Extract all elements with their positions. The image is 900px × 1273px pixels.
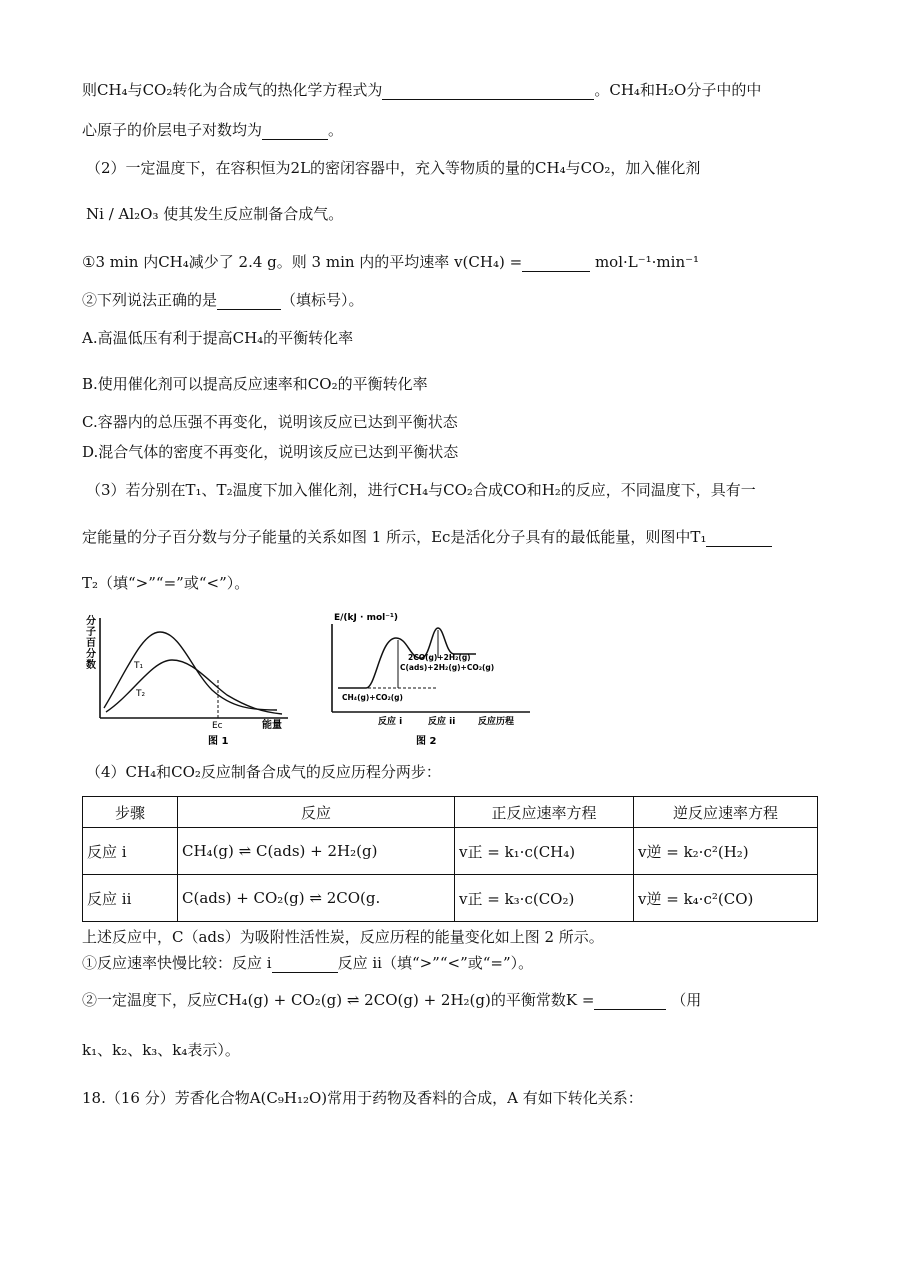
table-cell: 反应 ii — [83, 875, 178, 922]
table-cell: 反应 i — [83, 828, 178, 875]
fig2-reactants-label: CH₄(g)+CO₂(g) — [342, 693, 403, 702]
option-c: C.容器内的总压强不再变化，说明该反应已达到平衡状态 — [82, 413, 458, 431]
q2-part2-end: （填标号）。 — [281, 291, 364, 309]
table-header: 逆反应速率方程 — [634, 797, 818, 828]
q2-part1 — [82, 252, 699, 272]
q3-line3: T₂（填“>”“=”或“<”）。 — [82, 574, 250, 592]
table-row — [83, 828, 818, 875]
fig2-intermediate-label: C(ads)+2H₂(g)+CO₂(g) — [400, 663, 495, 672]
table-cell: v逆 = k₄·c²(CO) — [634, 875, 818, 922]
fig1-ylabel-3: 百 — [86, 638, 96, 649]
fig2-products-label: 2CO(g)+2H₂(g) — [408, 653, 471, 662]
q2-part1-unit: mol·L⁻¹·min⁻¹ — [594, 253, 700, 271]
table-row — [83, 875, 818, 922]
fig2-ylabel: E/(kJ · mol⁻¹) — [334, 613, 399, 623]
answer-blank-k[interactable] — [594, 993, 666, 1010]
answer-blank-temp[interactable] — [706, 530, 772, 547]
fig1-t1-label: T₁ — [134, 661, 144, 671]
fig1-ylabel-2: 子 — [86, 627, 96, 638]
answer-blank-rate[interactable] — [522, 255, 590, 272]
q2-catalyst: Ni / Al₂O₃ 使其发生反应制备合成气。 — [86, 205, 344, 223]
q18-stem: 18.（16 分）芳香化合物A(C₉H₁₂O)常用于药物及香料的合成，A 有如下转化关系： — [82, 1089, 643, 1107]
table-header-row — [83, 797, 818, 828]
q3-line2 — [82, 527, 772, 547]
q2-part2 — [82, 290, 364, 310]
fig2-x-label: 反应历程 — [478, 717, 515, 727]
q4-stem: （4）CH₄和CO₂反应制备合成气的反应历程分两步： — [86, 763, 441, 781]
q2-part1-text: ①3 min 内CH₄减少了 2.4 g。则 3 min 内的平均速率 v(CH₄) = — [82, 253, 523, 271]
option-a: A.高温低压有利于提高CH₄的平衡转化率 — [82, 329, 354, 347]
fig2-x1: 反应 i — [378, 717, 403, 727]
q4-part2-cont: k₁、k₂、k₃、k₄表示）。 — [82, 1041, 240, 1059]
table-cell: CH₄(g) ⇌ C(ads) + 2H₂(g) — [178, 828, 455, 875]
fig1-ylabel-5: 数 — [86, 660, 96, 671]
option-b: B.使用催化剂可以提高反应速率和CO₂的平衡转化率 — [82, 375, 428, 393]
fig1-ec-label: Eс — [212, 721, 223, 731]
answer-blank-choice[interactable] — [217, 293, 281, 310]
fig1-caption: 图 1 — [208, 736, 229, 747]
table-cell: C(ads) + CO₂(g) ⇌ 2CO(g. — [178, 875, 455, 922]
fig1-curve-t1 — [104, 632, 277, 710]
fig1-t2-label: T₂ — [136, 689, 146, 699]
reaction-steps-table — [82, 796, 818, 922]
q3-stem: （3）若分别在T₁、T₂温度下加入催化剂，进行CH₄与CO₂合成CO和H₂的反应，不同温度下，具有一 — [86, 481, 756, 499]
answer-blank-equation[interactable] — [382, 83, 594, 100]
q1-pairs-end: 。 — [328, 121, 344, 139]
q4-part1-end: 反应 ii（填“>”“<”或“=”）。 — [337, 954, 534, 972]
table-cell: v逆 = k₂·c²(H₂) — [634, 828, 818, 875]
q4-part1-text: ①反应速率快慢比较：反应 i — [82, 954, 272, 972]
fig2-x2: 反应 ii — [428, 717, 456, 727]
fig1-ylabel-1: 分 — [86, 616, 96, 627]
figure-1 — [82, 610, 302, 754]
q2-stem: （2）一定温度下，在容积恒为2L的密闭容器中，充入等物质的量的CH₄与CO₂，加入催化剂 — [86, 159, 701, 177]
q4-part2 — [82, 990, 701, 1010]
figure-2 — [316, 608, 538, 754]
q1-equation-line — [82, 80, 761, 100]
q1-pairs-text: 心原子的价层电子对数均为 — [82, 121, 263, 139]
fig1-curve-t2 — [106, 660, 282, 714]
q3-line2-text: 定能量的分子百分数与分子能量的关系如图 1 所示，Eс是活化分子具有的最低能量，则图中T₁ — [82, 528, 707, 546]
q2-part2-text: ②下列说法正确的是 — [82, 291, 218, 309]
q1-pairs-line — [82, 120, 343, 140]
table-header: 正反应速率方程 — [455, 797, 634, 828]
q1-text-b: 。CH₄和H₂O分子中的中 — [594, 81, 762, 99]
q4-part2-text: ②一定温度下，反应CH₄(g) + CO₂(g) ⇌ 2CO(g) + 2H₂(g)的平衡常数K = — [82, 991, 595, 1009]
fig1-x-label: 能量 — [262, 720, 282, 731]
q4-part2-end: （用 — [671, 991, 702, 1009]
answer-blank-speed[interactable] — [272, 956, 338, 973]
q1-text-a: 则CH₄与CO₂转化为合成气的热化学方程式为 — [82, 81, 383, 99]
table-header: 步骤 — [83, 797, 178, 828]
table-header: 反应 — [178, 797, 455, 828]
fig1-ylabel-4: 分 — [86, 649, 96, 660]
after-table-note: 上述反应中，C（ads）为吸附性活性炭，反应历程的能量变化如上图 2 所示。 — [82, 928, 604, 946]
q4-part1 — [82, 953, 533, 973]
option-d: D.混合气体的密度不再变化，说明该反应已达到平衡状态 — [82, 443, 459, 461]
table-cell: v正 = k₃·c(CO₂) — [455, 875, 634, 922]
answer-blank-pairs[interactable] — [262, 123, 328, 140]
table-cell: v正 = k₁·c(CH₄) — [455, 828, 634, 875]
fig2-caption: 图 2 — [416, 736, 437, 747]
